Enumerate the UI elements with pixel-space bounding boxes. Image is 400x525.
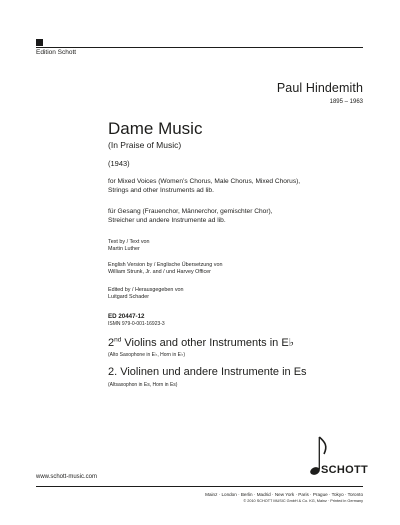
part-subtitle-english: (Alto Saxophone in E♭, Horn in E♭) — [108, 352, 185, 358]
publisher-cities: Mainz · London · Berlin · Madrid · New York · Paris · Prague · Tokyo · Toronto — [205, 492, 363, 497]
scoring-english — [108, 177, 378, 195]
part-title-en-text: Violins and other Instruments in E♭ — [121, 337, 294, 349]
text-by-credit — [108, 239, 378, 253]
part-ordinal-suffix: nd — [114, 336, 122, 344]
top-rule — [36, 47, 363, 48]
part-title-english — [108, 336, 294, 349]
ismn-number: ISMN 979-0-001-16923-3 — [108, 321, 165, 327]
bottom-rule — [36, 486, 363, 487]
text-by-name: Martin Luther — [108, 246, 140, 252]
copyright-notice: © 2010 SCHOTT MUSIC GmbH & Co. KG, Mainz · Printed in Germany — [243, 499, 363, 503]
scoring-en-line-2: Strings and other Instruments ad lib. — [108, 187, 214, 194]
part-title-german: 2. Violinen und andere Instrumente in Es — [108, 366, 307, 378]
text-by-label: Text by / Text von — [108, 239, 150, 245]
edited-by-label: Edited by / Herausgegeben von — [108, 287, 184, 293]
publisher-url: www.schott-music.com — [36, 474, 98, 480]
english-version-names: William Strunk, Jr. and / und Harvey Officer — [108, 269, 211, 275]
english-version-credit — [108, 262, 378, 276]
composer-dates: 1895 – 1963 — [329, 99, 363, 105]
scoring-en-line-1: for Mixed Voices (Women’s Chorus, Male Chorus, Mixed Chorus), — [108, 178, 301, 185]
schott-logo-text: SCHOTT — [321, 464, 369, 476]
work-title: Dame Music — [108, 119, 203, 138]
edition-number: ED 20447-12 — [108, 313, 145, 320]
edition-label: Edition Schott — [36, 49, 77, 56]
english-version-label: English Version by / Englische Übersetzung von — [108, 262, 223, 268]
composer-name: Paul Hindemith — [276, 81, 363, 95]
edited-by-credit — [108, 287, 378, 301]
scoring-german — [108, 207, 378, 225]
work-subtitle: (In Praise of Music) — [108, 140, 182, 150]
scoring-de-line-2: Streicher und andere Instrumente ad lib. — [108, 217, 226, 224]
scoring-de-line-1: für Gesang (Frauenchor, Männerchor, gemischter Chor), — [108, 208, 273, 215]
part-ordinal: 2 — [108, 337, 115, 349]
part-subtitle-german: (Altsaxophon in Es, Horn in Es) — [108, 382, 178, 388]
edition-square-mark — [36, 39, 43, 46]
work-year: (1943) — [108, 159, 130, 168]
edited-by-name: Luitgard Schader — [108, 294, 150, 300]
schott-logo-icon — [302, 434, 364, 484]
